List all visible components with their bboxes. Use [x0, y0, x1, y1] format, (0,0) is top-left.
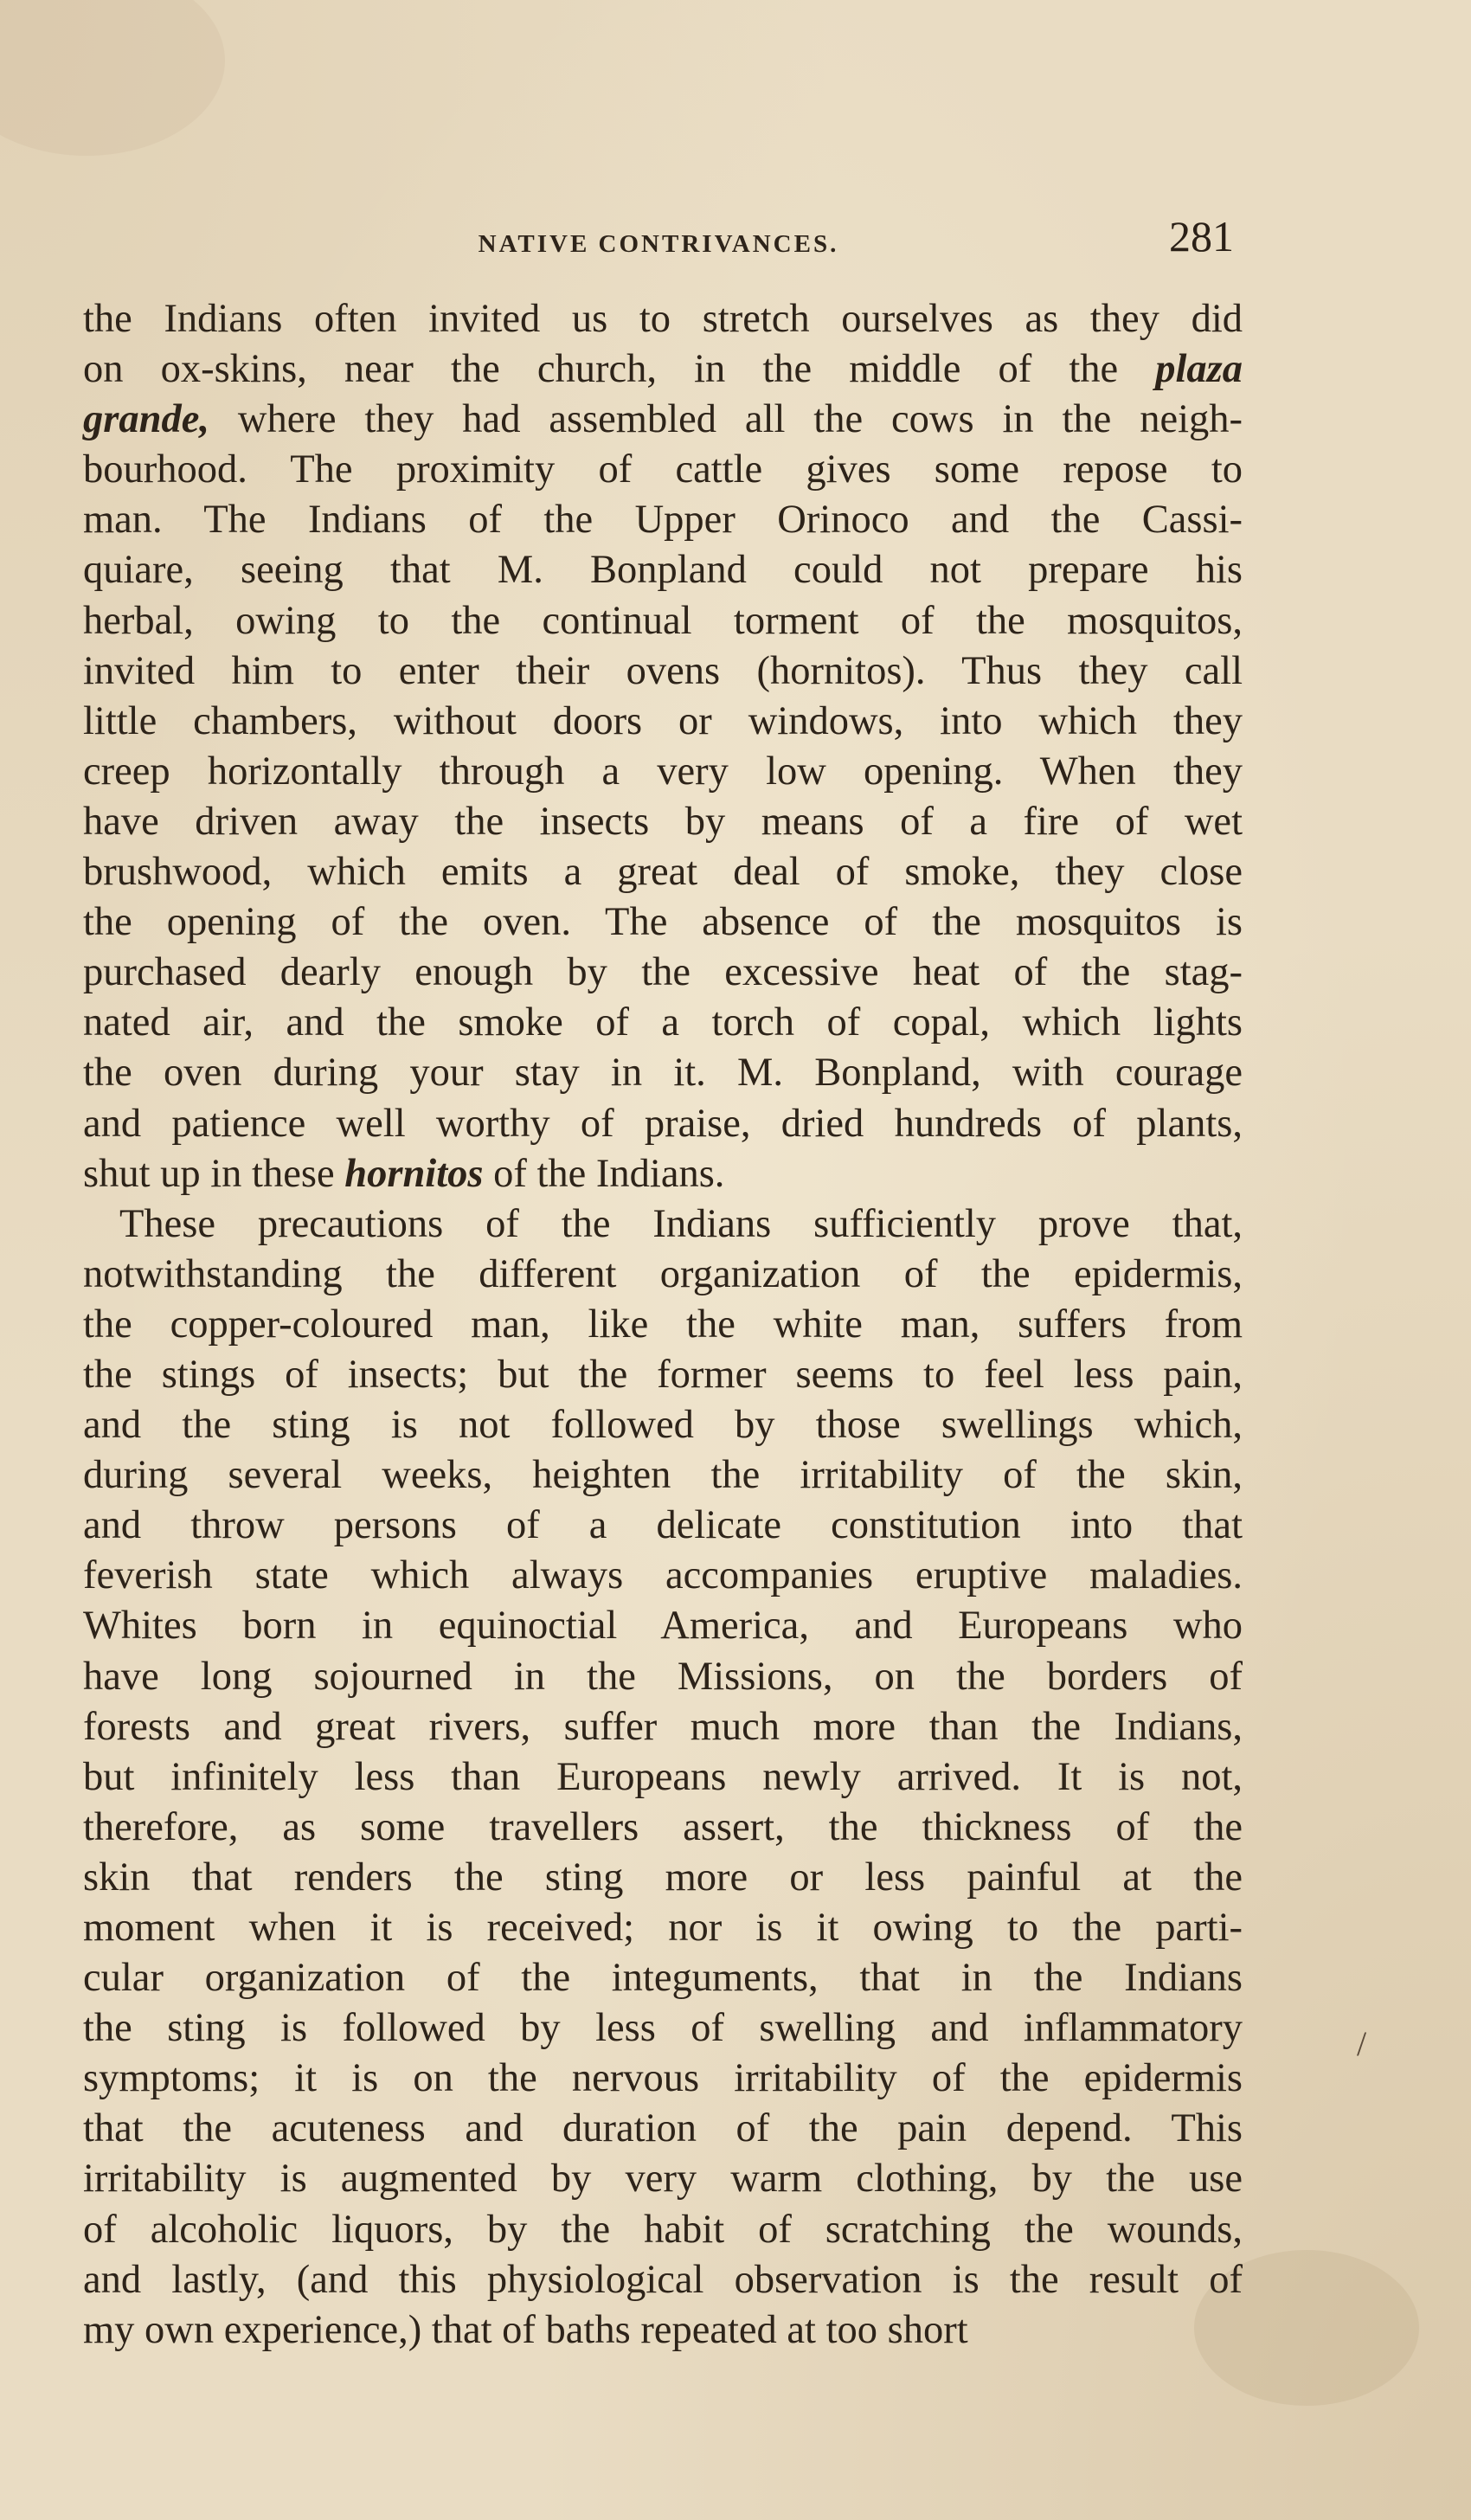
text-line: [83, 1099, 1243, 1149]
text-line: [83, 1400, 1243, 1450]
text-line: [83, 596, 1243, 646]
text-line: [83, 395, 1243, 445]
text-line: [83, 1199, 1243, 1250]
text-line: [83, 445, 1243, 495]
line-text: have long sojourned in the Missions, on the borders of: [83, 1654, 1243, 1699]
text-line: [83, 2205, 1243, 2255]
line-text: man. The Indians of the Upper Orinoco and the Cassi-: [83, 498, 1243, 543]
line-text: and throw persons of a delicate constitution into that: [83, 1503, 1243, 1548]
text-line: [83, 1752, 1243, 1803]
line-text: the Indians often invited us to stretch ourselves as they did: [83, 297, 1243, 341]
line-text: feverish state which always accompanies eruptive maladies.: [83, 1553, 1243, 1598]
text-line: [83, 2104, 1243, 2154]
line-text: of alcoholic liquors, by the habit of scratching the wounds,: [83, 2207, 1243, 2252]
text-line: [83, 1300, 1243, 1350]
text-line: [83, 1350, 1243, 1400]
line-text: during several weeks, heighten the irritability of the skin,: [83, 1453, 1243, 1498]
line-text: These precautions of the Indians sufficiently prove that,: [119, 1201, 1243, 1246]
line-text: little chambers, without doors or windows, into which they: [83, 698, 1243, 743]
line-text: therefore, as some travellers assert, the thickness of the: [83, 1804, 1243, 1849]
line-text: on ox-skins, near the church, in the middle of the: [83, 347, 1156, 392]
page-number: 281: [1169, 212, 1234, 260]
line-text: irritability is augmented by very warm clothing, by the use: [83, 2157, 1243, 2202]
line-text: have driven away the insects by means of a fire of wet: [83, 799, 1243, 844]
line-text: the oven during your stay in it. M. Bonpland, with courage: [83, 1051, 1243, 1096]
text-line: [83, 1601, 1243, 1651]
text-line: [83, 495, 1243, 545]
text-line: [83, 344, 1243, 395]
line-text: herbal, owing to the continual torment of the mosquitos,: [83, 598, 1243, 643]
text-line: [83, 545, 1243, 595]
text-line: [83, 1702, 1243, 1752]
line-text: and the sting is not followed by those swellings which,: [83, 1403, 1243, 1448]
body-text: [83, 294, 1243, 2356]
text-line: [83, 1450, 1243, 1501]
line-text: nated air, and the smoke of a torch of copal, which lights: [83, 1000, 1243, 1045]
text-line: [83, 2154, 1243, 2204]
line-text: shut up in these: [83, 1151, 345, 1196]
line-text: the copper-coloured man, like the white man, suffers from: [83, 1302, 1243, 1347]
line-text: purchased dearly enough by the excessive heat of the stag-: [83, 950, 1243, 995]
text-line: [83, 2255, 1243, 2305]
text-line: [83, 1903, 1243, 1953]
text-line: [83, 797, 1243, 847]
running-title: NATIVE CONTRIVANCES.: [478, 230, 839, 258]
page-header: [83, 211, 1234, 263]
line-text: moment when it is received; nor is it owing to the parti-: [83, 1906, 1243, 1950]
line-text: creep horizontally through a very low opening. When they: [83, 749, 1243, 794]
line-text: forests and great rivers, suffer much more than the Indians,: [83, 1704, 1243, 1749]
line-text: where they had assembled all the cows in the neigh-: [209, 397, 1243, 442]
text-line: [83, 1652, 1243, 1702]
line-text: of the Indians.: [483, 1151, 725, 1196]
line-text: brushwood, which emits a great deal of smoke, they close: [83, 850, 1243, 895]
line-text: symptoms; it is on the nervous irritability of the epidermis: [83, 2056, 1243, 2101]
text-line: [83, 1501, 1243, 1551]
line-text: the opening of the oven. The absence of the mosquitos is: [83, 900, 1243, 945]
line-text: quiare, seeing that M. Bonpland could not prepare his: [83, 548, 1243, 593]
line-text: the sting is followed by less of swelling and inflammatory: [83, 2006, 1243, 2051]
text-line: [83, 1250, 1243, 1300]
text-line: [83, 2003, 1243, 2054]
line-text: the stings of insects; but the former seems to feel less pain,: [83, 1352, 1243, 1397]
text-line: [83, 1551, 1243, 1601]
text-line: [83, 646, 1243, 697]
text-line: [83, 847, 1243, 897]
line-text: and lastly, (and this physiological observation is the result of: [83, 2257, 1243, 2302]
italic-term: hornitos: [344, 1151, 484, 1196]
text-line: [83, 998, 1243, 1048]
line-text: but infinitely less than Europeans newly arrived. It is not,: [83, 1754, 1243, 1799]
text-line: [83, 1149, 1243, 1199]
text-line: [83, 1853, 1243, 1903]
line-text: Whites born in equinoctial America, and Europeans who: [83, 1604, 1243, 1649]
italic-term: plaza: [1155, 347, 1243, 392]
text-line: [83, 1048, 1243, 1098]
text-line: [83, 1803, 1243, 1853]
paper-stain: [0, 0, 225, 156]
line-text: and patience well worthy of praise, dried hundreds of plants,: [83, 1101, 1243, 1146]
line-text: cular organization of the integuments, that in the Indians: [83, 1956, 1243, 2001]
text-line: [83, 1953, 1243, 2003]
text-line: [83, 697, 1243, 747]
text-line: [83, 2054, 1243, 2104]
text-line: [83, 948, 1243, 998]
line-text: notwithstanding the different organization of the epidermis,: [83, 1251, 1243, 1296]
text-line: [83, 2305, 1243, 2356]
line-text: skin that renders the sting more or less painful at the: [83, 1855, 1243, 1900]
line-text: that the acuteness and duration of the pain depend. This: [83, 2106, 1243, 2151]
italic-term: grande,: [83, 397, 209, 442]
text-line: [83, 747, 1243, 797]
text-line: [83, 294, 1243, 344]
text-line: [83, 897, 1243, 948]
line-text: bourhood. The proximity of cattle gives some repose to: [83, 447, 1243, 492]
line-text: invited him to enter their ovens (hornitos). Thus they call: [83, 648, 1243, 693]
margin-pencil-mark: /: [1357, 2024, 1367, 2063]
line-text: my own experience,) that of baths repeated at too short: [83, 2307, 968, 2352]
